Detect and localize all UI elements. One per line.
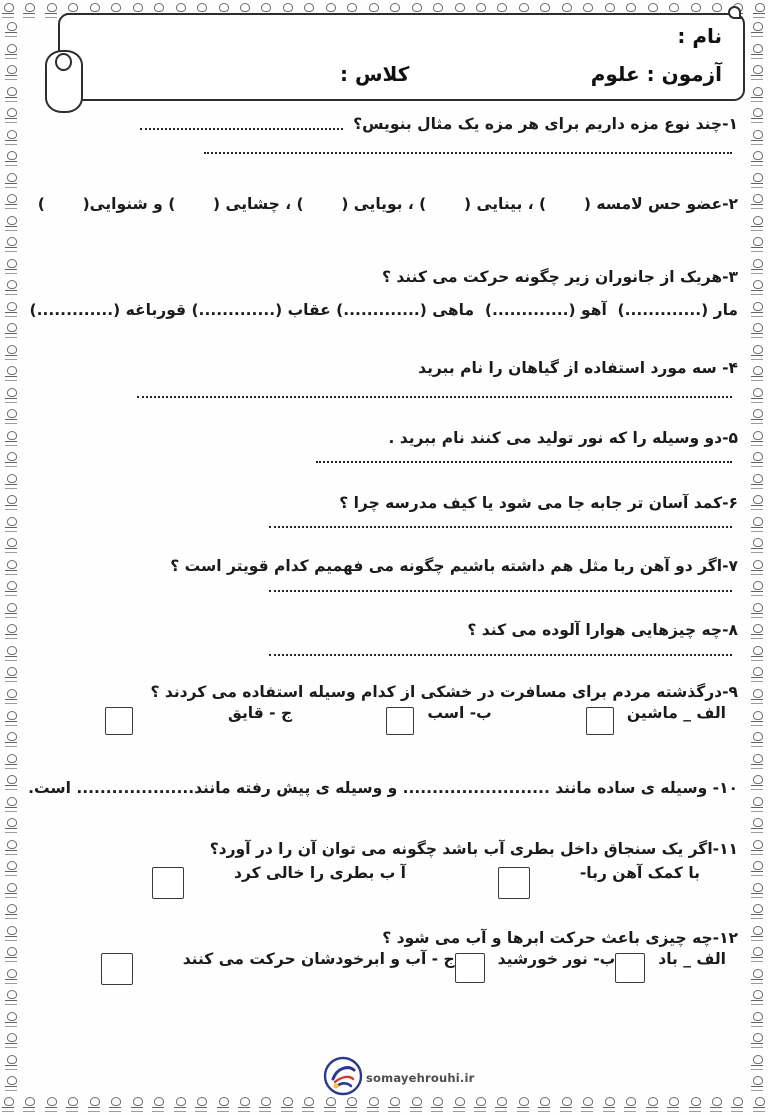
question-10[interactable]: ۱۰- وسیله ی ساده مانند ......................... و وسیله ی پیش رفته مانند.................... است. [28, 779, 738, 797]
question-9: ۹-درگذشته مردم برای مسافرت در خشکی از کدام وسیله استفاده می کردند ؟ [150, 683, 738, 701]
question-1-answer-blank[interactable] [140, 128, 343, 130]
border-ornament-icon [751, 1055, 764, 1070]
border-ornament-icon [753, 1097, 766, 1112]
border-ornament-icon [5, 538, 18, 553]
border-ornament-icon [5, 603, 18, 618]
border-ornament-icon [689, 1097, 702, 1112]
site-logo-icon [323, 1056, 363, 1096]
border-ornament-icon [238, 1097, 251, 1112]
border-ornament-icon [5, 797, 18, 812]
border-ornament-icon [217, 1097, 230, 1112]
question-8: ۸-چه چیزهایی هوارا آلوده می کند ؟ [467, 621, 738, 639]
border-ornament-icon [751, 603, 764, 618]
question-9-option-c [105, 704, 292, 735]
border-ornament-icon [5, 818, 18, 833]
border-ornament-icon [646, 1097, 659, 1112]
question-9-option-a-checkbox[interactable] [586, 707, 614, 735]
border-ornament-icon [5, 495, 18, 510]
question-5: ۵-دو وسیله را که نور تولید می کنند نام ببرید . [388, 429, 738, 447]
border-ornament-icon [5, 624, 18, 639]
border-ornament-icon [751, 904, 764, 919]
border-ornament-icon [302, 1097, 315, 1112]
question-11-option-a [498, 864, 700, 899]
border-ornament-icon [751, 624, 764, 639]
question-11-option-b [152, 864, 406, 899]
question-9-options [105, 704, 726, 735]
border-ornament-icon [751, 366, 764, 381]
border-ornament-icon [5, 280, 18, 295]
question-6: ۶-کمد آسان تر جابه جا می شود یا کیف مدرسه چرا ؟ [339, 494, 738, 512]
border-ornament-icon [751, 883, 764, 898]
border-ornament-icon [731, 1097, 744, 1112]
question-11-option-a-checkbox[interactable] [498, 867, 530, 899]
question-12-options [105, 950, 726, 985]
border-ornament-icon [5, 1076, 18, 1091]
border-ornament-icon [45, 1097, 58, 1112]
border-ornament-icon [23, 1097, 36, 1112]
border-ornament-icon [751, 840, 764, 855]
border-ornament-icon [5, 366, 18, 381]
border-ornament-icon [5, 947, 18, 962]
border-ornament-icon [5, 1055, 18, 1070]
border-ornament-icon [581, 1097, 594, 1112]
border-ornament-icon [751, 108, 764, 123]
border-ornament-icon [5, 711, 18, 726]
border-ornament-icon [538, 1097, 551, 1112]
border-ornament-icon [5, 130, 18, 145]
border-ornament-icon [5, 237, 18, 252]
border-ornament-icon [152, 1097, 165, 1112]
border-ornament-icon [5, 1012, 18, 1027]
border-ornament-icon [560, 1097, 573, 1112]
border-ornament-icon [751, 452, 764, 467]
border-ornament-icon [751, 538, 764, 553]
border-ornament-icon [751, 237, 764, 252]
border-ornament-icon [751, 560, 764, 575]
border-ornament-icon [5, 969, 18, 984]
border-ornament-icon [751, 947, 764, 962]
border-ornament-icon [2, 3, 15, 18]
border-ornament-icon [751, 732, 764, 747]
border-ornament-icon [66, 1097, 79, 1112]
question-12-option-c [101, 950, 455, 985]
border-ornament-icon [5, 345, 18, 360]
border-ornament-icon [195, 1097, 208, 1112]
border-ornament-icon [751, 409, 764, 424]
question-2: ۲-عضو حس لامسه ( ) ، بینایی ( ) ، بویایی ( ) ، چشایی ( ) و شنوایی( ) [37, 195, 738, 213]
border-ornament-icon [751, 775, 764, 790]
border-ornament-icon [324, 1097, 337, 1112]
question-6-answer-line[interactable] [269, 526, 732, 528]
border-ornament-icon [5, 323, 18, 338]
border-ornament-icon [751, 818, 764, 833]
border-ornament-icon [131, 1097, 144, 1112]
border-ornament-icon [2, 1097, 15, 1112]
border-ornament-icon [751, 22, 764, 37]
border-ornament-icon [5, 65, 18, 80]
question-11-option-b-checkbox[interactable] [152, 867, 184, 899]
border-bottom [2, 1093, 766, 1115]
question-4-answer-line[interactable] [137, 396, 732, 398]
site-url: somayehrouhi.ir [366, 1071, 475, 1085]
question-9-option-b [386, 704, 491, 735]
border-left [1, 22, 21, 1092]
question-8-answer-line[interactable] [269, 654, 732, 656]
border-ornament-icon [453, 1097, 466, 1112]
question-12-option-a [615, 950, 726, 983]
border-ornament-icon [109, 1097, 122, 1112]
question-9-option-a-label: الف _ ماشین [626, 704, 726, 722]
question-5-answer-line[interactable] [316, 461, 732, 463]
question-9-option-c-checkbox[interactable] [105, 707, 133, 735]
border-ornament-icon [5, 754, 18, 769]
border-ornament-icon [751, 969, 764, 984]
border-ornament-icon [751, 173, 764, 188]
border-ornament-icon [5, 1033, 18, 1048]
name-label: نام : [677, 24, 722, 48]
question-4: ۴- سه مورد استفاده از گیاهان را نام ببرید [418, 359, 738, 377]
border-ornament-icon [751, 926, 764, 941]
border-ornament-icon [5, 990, 18, 1005]
border-ornament-icon [751, 990, 764, 1005]
border-ornament-icon [45, 3, 58, 18]
border-ornament-icon [751, 431, 764, 446]
border-ornament-icon [5, 732, 18, 747]
border-ornament-icon [5, 517, 18, 532]
question-12-option-c-label: ج - آب و ابرخودشان حرکت می کنند [182, 950, 455, 968]
border-ornament-icon [5, 216, 18, 231]
border-ornament-icon [367, 1097, 380, 1112]
border-ornament-icon [751, 1076, 764, 1091]
border-ornament-icon [751, 216, 764, 231]
border-ornament-icon [517, 1097, 530, 1112]
border-ornament-icon [753, 3, 766, 18]
question-12-option-a-checkbox[interactable] [615, 953, 645, 983]
border-right [747, 22, 767, 1092]
question-12-option-a-label: الف _ باد [658, 950, 726, 968]
border-ornament-icon [751, 711, 764, 726]
border-ornament-icon [495, 1097, 508, 1112]
border-ornament-icon [23, 3, 36, 18]
border-ornament-icon [259, 1097, 272, 1112]
border-ornament-icon [710, 1097, 723, 1112]
border-ornament-icon [5, 840, 18, 855]
border-ornament-icon [5, 259, 18, 274]
border-ornament-icon [5, 194, 18, 209]
border-ornament-icon [174, 1097, 187, 1112]
border-ornament-icon [751, 797, 764, 812]
border-ornament-icon [5, 151, 18, 166]
question-11-option-a-label: با کمک آهن ربا- [579, 864, 700, 882]
question-9-option-a [586, 704, 726, 735]
border-ornament-icon [624, 1097, 637, 1112]
question-12-option-c-checkbox[interactable] [101, 953, 133, 985]
border-ornament-icon [5, 646, 18, 661]
question-12-option-b-checkbox[interactable] [455, 953, 485, 983]
question-11-option-b-label: آ ب بطری را خالی کرد [234, 864, 406, 882]
border-ornament-icon [751, 194, 764, 209]
border-ornament-icon [5, 689, 18, 704]
border-ornament-icon [751, 323, 764, 338]
border-ornament-icon [5, 926, 18, 941]
border-ornament-icon [751, 259, 764, 274]
border-ornament-icon [5, 904, 18, 919]
border-ornament-icon [751, 689, 764, 704]
exam-label: آزمون : علوم [590, 62, 722, 86]
border-ornament-icon [751, 1012, 764, 1027]
border-ornament-icon [751, 151, 764, 166]
border-ornament-icon [5, 474, 18, 489]
border-ornament-icon [751, 474, 764, 489]
border-ornament-icon [751, 280, 764, 295]
border-ornament-icon [751, 302, 764, 317]
border-ornament-icon [345, 1097, 358, 1112]
border-ornament-icon [751, 44, 764, 59]
question-3: ۳-هریک از جانوران زیر چگونه حرکت می کنند ؟ [381, 268, 738, 286]
question-1 [140, 113, 738, 135]
question-12-option-b [455, 950, 616, 983]
border-ornament-icon [5, 87, 18, 102]
border-ornament-icon [751, 517, 764, 532]
question-9-option-c-label: ج - قایق [228, 704, 293, 722]
question-3-blanks[interactable]: مار (.............) آهو (.............) ماهی (.............) عقاب (.............) قورباغه (.............) [29, 301, 738, 319]
border-ornament-icon [5, 452, 18, 467]
border-ornament-icon [5, 108, 18, 123]
border-ornament-icon [751, 581, 764, 596]
question-11-options [152, 864, 700, 899]
border-ornament-icon [751, 754, 764, 769]
question-9-option-b-checkbox[interactable] [386, 707, 414, 735]
border-ornament-icon [5, 173, 18, 188]
border-ornament-icon [5, 883, 18, 898]
question-7-answer-line[interactable] [269, 590, 732, 592]
border-ornament-icon [667, 1097, 680, 1112]
question-11: ۱۱-اگر یک سنجاق داخل بطری آب باشد چگونه می توان آن را در آورد؟ [209, 840, 738, 858]
class-label: کلاس : [340, 62, 410, 86]
border-ornament-icon [751, 130, 764, 145]
border-ornament-icon [88, 1097, 101, 1112]
question-9-option-b-label: ب- اسب [427, 704, 492, 722]
question-7: ۷-اگر دو آهن ربا مثل هم داشته باشیم چگونه می فهمیم کدام قویتر است ؟ [170, 557, 738, 575]
border-ornament-icon [751, 87, 764, 102]
border-ornament-icon [751, 345, 764, 360]
border-ornament-icon [474, 1097, 487, 1112]
border-ornament-icon [751, 388, 764, 403]
header-scroll-banner [58, 13, 745, 101]
border-ornament-icon [751, 861, 764, 876]
question-1-answer-line[interactable] [204, 152, 732, 154]
border-ornament-icon [751, 1033, 764, 1048]
border-ornament-icon [5, 431, 18, 446]
border-ornament-icon [603, 1097, 616, 1112]
border-ornament-icon [5, 302, 18, 317]
border-ornament-icon [5, 388, 18, 403]
question-12: ۱۲-چه چیزی باعث حرکت ابرها و آب می شود ؟ [382, 929, 738, 947]
border-ornament-icon [751, 495, 764, 510]
question-12-option-b-label: ب- نور خورشید [497, 950, 616, 968]
border-ornament-icon [5, 861, 18, 876]
border-ornament-icon [410, 1097, 423, 1112]
border-ornament-icon [5, 22, 18, 37]
border-ornament-icon [431, 1097, 444, 1112]
border-ornament-icon [5, 44, 18, 59]
border-ornament-icon [281, 1097, 294, 1112]
question-1-text: ۱-چند نوع مزه داریم برای هر مزه یک مثال بنویس؟ [353, 115, 738, 133]
border-ornament-icon [751, 646, 764, 661]
border-ornament-icon [388, 1097, 401, 1112]
header-scroll-curl-icon [55, 53, 72, 71]
border-ornament-icon [5, 560, 18, 575]
border-ornament-icon [751, 667, 764, 682]
border-ornament-icon [5, 775, 18, 790]
border-ornament-icon [5, 581, 18, 596]
border-ornament-icon [5, 667, 18, 682]
border-ornament-icon [5, 409, 18, 424]
border-ornament-icon [751, 65, 764, 80]
header-scroll-corner-curl-icon [728, 6, 741, 19]
